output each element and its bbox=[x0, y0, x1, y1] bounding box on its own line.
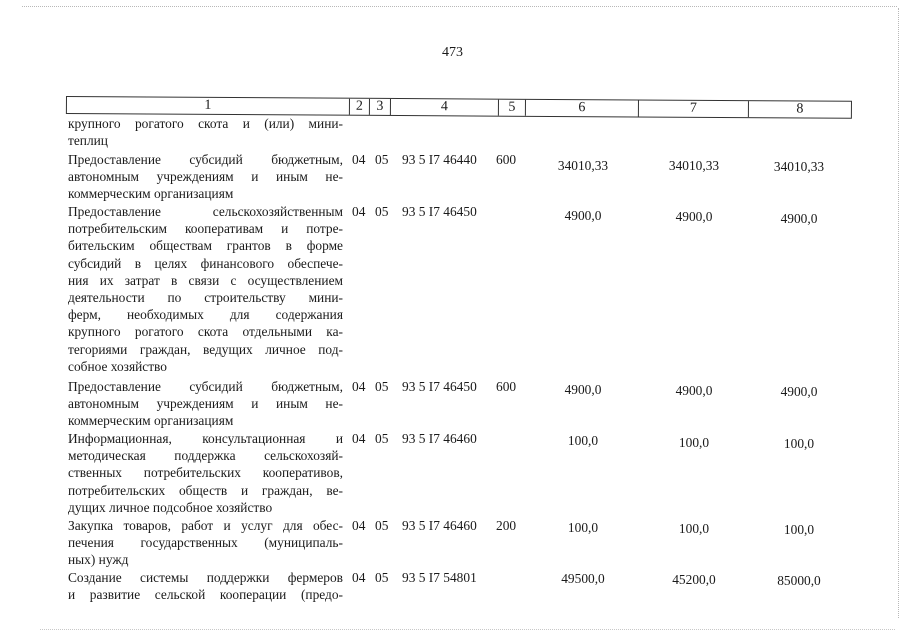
scan-edge-bottom bbox=[40, 629, 895, 630]
amount-col-8: 4900,0 bbox=[780, 384, 818, 399]
description-line: Информационная, консультационная и bbox=[68, 431, 343, 446]
subsection-code: 05 bbox=[375, 152, 389, 167]
description-line: тегориями граждан, ведущих личное под- bbox=[68, 341, 343, 357]
description-line: Закупка товаров, работ и услуг для обес- bbox=[68, 518, 343, 533]
description-line: потребительских обществ и граждан, ве- bbox=[68, 482, 343, 498]
subsection-code: 05 bbox=[375, 431, 389, 446]
description-line: автономным учреждениям и иным не- bbox=[68, 396, 343, 412]
header-col-3: 3 bbox=[370, 99, 391, 115]
description-line: крупного рогатого скота и (или) мини- bbox=[68, 116, 343, 131]
amount-col-8: 100,0 bbox=[783, 436, 815, 451]
amount-col-7: 34010,33 bbox=[668, 158, 720, 173]
target-article-code: 93 5 I7 46450 bbox=[402, 204, 477, 219]
description-line: потребительским кооперативам и потре- bbox=[68, 221, 343, 237]
section-code: 04 bbox=[352, 431, 366, 446]
description-line: Предоставление субсидий бюджетным, bbox=[68, 152, 343, 167]
description-line: ферм, необходимых для содержания bbox=[68, 307, 343, 323]
section-code: 04 bbox=[352, 518, 366, 533]
expense-type-code: 600 bbox=[496, 152, 517, 167]
amount-col-6: 100,0 bbox=[567, 520, 599, 535]
description-line: печения государственных (муниципаль- bbox=[68, 535, 343, 551]
amount-col-6: 100,0 bbox=[567, 433, 599, 448]
target-article-code: 93 5 I7 46440 bbox=[402, 152, 477, 167]
header-col-2: 2 bbox=[350, 99, 370, 115]
subsection-code: 05 bbox=[375, 379, 389, 394]
description-line: ных) нужд bbox=[68, 552, 129, 568]
page-number: 473 bbox=[442, 45, 463, 60]
amount-col-8: 34010,33 bbox=[773, 159, 825, 174]
description-line: ственных потребительских кооперативов, bbox=[68, 465, 343, 481]
subsection-code: 05 bbox=[375, 518, 389, 533]
header-col-7: 7 bbox=[639, 101, 749, 118]
row-description bbox=[68, 569, 343, 603]
expense-type-code: 200 bbox=[496, 518, 517, 533]
description-line: субсидий в целях финансового обеспече- bbox=[68, 255, 343, 271]
header-col-1: 1 bbox=[67, 97, 350, 115]
row-description bbox=[68, 151, 343, 203]
section-code: 04 bbox=[352, 570, 366, 585]
amount-col-6: 34010,33 bbox=[557, 158, 609, 173]
description-line: дущих личное подсобное хозяйство bbox=[68, 499, 273, 515]
expense-type-code: 600 bbox=[496, 379, 517, 394]
section-code: 04 bbox=[352, 379, 366, 394]
description-line: и развитие сельской кооперации (предо- bbox=[68, 587, 343, 603]
description-line: Предоставление субсидий бюджетным, bbox=[68, 379, 343, 394]
description-line: теплиц bbox=[68, 133, 108, 149]
scan-edge-right bbox=[898, 8, 899, 618]
row-description bbox=[68, 203, 343, 375]
amount-col-7: 4900,0 bbox=[675, 209, 713, 224]
description-line: собное хозяйство bbox=[68, 358, 167, 374]
subsection-code: 05 bbox=[375, 204, 389, 219]
target-article-code: 93 5 I7 46460 bbox=[402, 518, 477, 533]
description-line: методическая поддержка сельскохозяй- bbox=[68, 448, 343, 464]
amount-col-7: 45200,0 bbox=[672, 572, 716, 587]
row-description bbox=[68, 115, 343, 149]
section-code: 04 bbox=[352, 152, 366, 167]
amount-col-7: 100,0 bbox=[678, 435, 710, 450]
description-line: Создание системы поддержки фермеров bbox=[68, 570, 343, 585]
description-line: коммерческим организациям bbox=[68, 413, 234, 429]
amount-col-6: 4900,0 bbox=[564, 382, 602, 397]
subsection-code: 05 bbox=[375, 570, 389, 585]
description-line: крупного рогатого скота отдельными ка- bbox=[68, 324, 343, 340]
description-line: бительским обществам грантов в форме bbox=[68, 238, 343, 254]
target-article-code: 93 5 I7 54801 bbox=[402, 570, 477, 585]
amount-col-7: 4900,0 bbox=[675, 383, 713, 398]
amount-col-8: 85000,0 bbox=[777, 573, 821, 588]
amount-col-8: 100,0 bbox=[783, 522, 815, 537]
header-col-8: 8 bbox=[796, 101, 804, 117]
amount-col-6: 49500,0 bbox=[561, 571, 605, 586]
description-line: деятельности по строительству мини- bbox=[68, 290, 343, 306]
row-description bbox=[68, 378, 343, 430]
amount-col-6: 4900,0 bbox=[564, 208, 602, 223]
target-article-code: 93 5 I7 46450 bbox=[402, 379, 477, 394]
section-code: 04 bbox=[352, 204, 366, 219]
amount-col-7: 100,0 bbox=[678, 521, 710, 536]
amount-col-8: 4900,0 bbox=[780, 211, 818, 226]
description-line: Предоставление сельскохозяйственным bbox=[68, 204, 343, 219]
description-line: коммерческим организациям bbox=[68, 186, 234, 202]
header-col-4: 4 bbox=[391, 99, 499, 116]
description-line: автономным учреждениям и иным не- bbox=[68, 169, 343, 185]
scan-edge-top bbox=[22, 6, 897, 7]
header-col-6: 6 bbox=[526, 100, 639, 117]
header-col-5: 5 bbox=[499, 100, 526, 116]
target-article-code: 93 5 I7 46460 bbox=[402, 431, 477, 446]
row-description bbox=[68, 517, 343, 569]
row-description bbox=[68, 430, 343, 516]
description-line: ния их затрат в связи с осуществлением bbox=[68, 272, 343, 288]
